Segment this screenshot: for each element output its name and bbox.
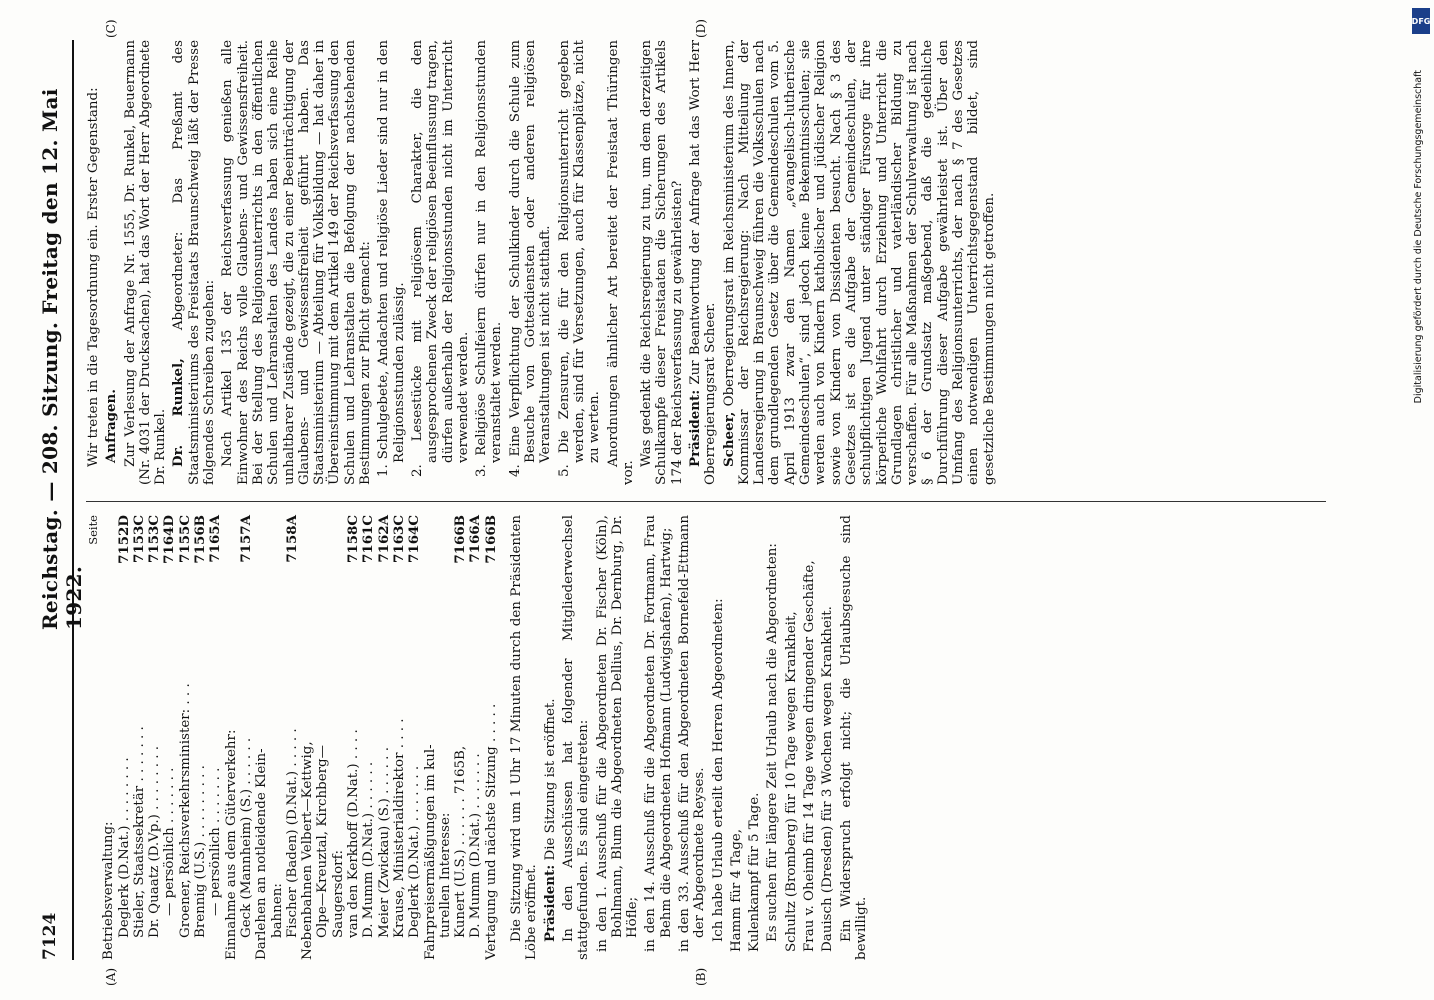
toc-label: — persönlich . . . . . . .: [162, 767, 178, 916]
toc-label: turellen Interesse:: [437, 812, 453, 938]
toc-page: 7163C: [390, 515, 407, 563]
speech-text: Oberregierungsrat im Reichsministerium des Innern, Kommissar der Reichsregierung: Nach Mitteilung der Landesregierung in Braunschweig führen die Volksschulen nach dem grundlegenden Gesetz über die Gemeindeschulen vom 5. April 1913 zwar den Namen „evangelisch-lutherische Gemeindeschulen“, sind jedoch keine Bekenntnisschulen; sie werden auch von Kindern katholischer und jüdischer Religion sowie von Kindern von Dissidenten besucht. Nach § 3 des Gesetzes ist es die Aufgabe der Gemeindeschulen, der schulpflichtigen Jugend unter ständiger Fürsorge für ihre körperliche Wohlfahrt durch Erziehung und Unterricht die Grundlagen christlicher und vaterländischer Bildung zu verschaffen. Für alle Maßnahmen der Schulverwaltung ist nach § 6 der Grundsatz maßgebend, daß die gedeihliche Durchführung dieser Aufgabe gewährleistet ist. Über den Umfang des Religionsunterrichts, der nach § 7 des Gesetzes einen notwendigen Unterrichtsgegenstand bildet, sind gesetzliche Bestimmungen nicht getroffen.: [721, 40, 997, 485]
speaker-label: Scheer,: [720, 411, 737, 467]
toc-entry: [300, 515, 315, 960]
toc-entry: [468, 515, 483, 960]
opening-statement: Die Sitzung wird um 1 Uhr 17 Minuten durch den Präsidenten Löbe eröffnet.: [509, 515, 540, 960]
runkel-intro: [171, 40, 217, 485]
toc-page: 7158C: [345, 515, 362, 563]
toc-page: 7157A: [237, 515, 254, 563]
speech-text: Das Preßamt des Staatsministeriums des Freistaats Braunschweig läßt der Presse folgendes Schreiben zugehen:: [171, 40, 218, 485]
leave-item: Kulenkampf für 5 Tage.: [747, 792, 763, 952]
toc-page: 7166B: [452, 515, 469, 564]
page-number: 7124: [40, 912, 60, 960]
toc-label: D. Mumm (D.Nat.) . . . . . .: [361, 761, 377, 938]
toc-entry: [208, 515, 223, 960]
toc-page: 7166B: [482, 515, 499, 564]
toc-label: Deglerk (D.Nat.) . . . . . . . .: [116, 757, 132, 938]
toc-label: Groener, Reichsverkehrsminister: . . .: [177, 683, 193, 938]
toc-entry: [438, 515, 453, 960]
page-header: [34, 40, 86, 960]
longer-leave-item: Schultz (Bromberg) für 10 Tage wegen Krankheit,: [783, 611, 799, 952]
toc-entry: [117, 515, 132, 960]
toc-label: Deglerk (D.Nat.) . . . . . . .: [407, 765, 423, 938]
question-text: Was gedenkt die Reichsregierung zu tun, um dem derzeitigen Schulkampfe dieser Freistaaten die Sicherungen des Artikels 174 der Reichsverfassung zu gewährleisten?: [639, 40, 685, 485]
toc-entry: [270, 515, 285, 960]
toc-label: — persönlich . . . . . . .: [208, 767, 224, 916]
toc-label: Krause, Ministerialdirektor . . . .: [391, 718, 407, 938]
leave-item: Hamm für 4 Tage,: [728, 829, 744, 952]
toc-entry: [239, 515, 254, 960]
toc-entry: [178, 515, 193, 960]
rule-item: 3. Religiöse Schulfeiern dürfen nur in den Religionsstunden veranstaltet werden.: [474, 40, 505, 477]
margin-mark-c: (C): [104, 19, 118, 38]
toc-page: 7158A: [283, 515, 300, 563]
president-statement-1: [543, 515, 558, 960]
toc-entry: [162, 515, 177, 960]
toc-label: Nebenbahnen Velbert—Kettwig,: [300, 741, 316, 960]
page-title: Reichstag. — 208. Sitzung. Freitag den 12. Mai 1922.: [38, 88, 86, 630]
toc-page: 7166A: [467, 515, 484, 563]
margin-mark-a: (A): [104, 967, 118, 986]
agenda-intro: Wir treten in die Tagesordnung ein. Erster Gegenstand:: [86, 87, 101, 467]
toc-entry: [285, 515, 300, 960]
committee-item: in den 14. Ausschuß für die Abgeordneten Dr. Fortmann, Frau Behm die Abgeordneten Hofmann (Ludwigshafen), Hartwig;: [643, 515, 674, 952]
seite-label: Seite: [86, 515, 100, 545]
toc-page: 7153C: [130, 515, 147, 563]
anfragen-text: Zur Verlesung der Anfrage Nr. 1555, Dr. Runkel, Beuermann (Nr. 4031 der Drucksachen), hat das Wort der Herr Abgeordnete Dr. Runkel.: [122, 40, 169, 485]
toc-entry: [361, 515, 376, 960]
digitization-sidebar: [1405, 0, 1433, 1000]
toc-entry: [315, 515, 330, 960]
toc-entry: [484, 515, 499, 960]
toc-entry: [453, 515, 468, 960]
quoted-letter: Nach Artikel 135 der Reichsverfassung genießen alle Einwohner des Reichs volle Glaubens- und Gewissensfreiheit. Bei der Stellung des Religionsunterrichts in den öffentlichen Schulen und Lehranstalten des Landes haben sich eine Reihe unhaltbarer Zustände gezeigt, die zu einer Beeinträchtigung der Glaubens- und Gewissensfreiheit geführt haben. Das Staatsministerium — Abteilung für Volksbildung — hat daher in Übereinstimmung mit dem Artikel 149 der Reichsverfassung den Schulen und Lehranstalten die Befolgung der nachstehenden Bestimmungen zur Pflicht gemacht:: [220, 40, 374, 485]
dfg-logo: DFG: [1412, 8, 1430, 34]
longer-leave-item: Frau v. Oheimb für 14 Tage wegen dringender Geschäfte,: [802, 560, 818, 952]
speech-text: Zur Beantwortung der Anfrage hat das Wort Herr Oberregierungsrat Scheer.: [687, 40, 719, 485]
longer-leave-intro: Es suchen für längere Zeit Urlaub nach die Abgeordneten:: [765, 543, 781, 942]
toc-label: Fischer (Baden) (D.Nat.) . . . . .: [284, 728, 300, 938]
toc-entry: [224, 515, 239, 960]
closing-statement: Ein Widerspruch erfolgt nicht; die Urlaubsgesuche sind bewilligt.: [838, 515, 869, 960]
president-statement-2: [688, 40, 719, 485]
toc-label: Fahrpreisermäßigungen im kul-: [422, 744, 438, 960]
toc-label: Vertagung und nächste Sitzung . . . . .: [483, 703, 499, 960]
toc-page: 7164D: [161, 515, 178, 564]
toc-entry: [101, 515, 116, 960]
left-column: [86, 515, 872, 960]
toc-entry: [193, 515, 208, 960]
rule-item: 5. Die Zensuren, die für den Religionsunterricht gegeben werden, sind für Versetzungen, auch für Klassenplätze, nicht zu werten.: [556, 40, 603, 477]
toc-label: Darlehen an notleidende Klein-: [254, 748, 270, 960]
toc-label: bahnen:: [269, 883, 285, 938]
toc-label: Olpe—Kreuztal, Kirchberg—: [315, 745, 331, 938]
longer-leave-item: Dauisch (Dresden) für 3 Wochen wegen Krankheit.: [820, 606, 836, 952]
toc-label: Einnahme aus dem Güterverkehr:: [223, 729, 239, 960]
longer-leave-list: [784, 515, 836, 960]
toc-entry: [132, 515, 147, 960]
toc-page: 7155C: [176, 515, 193, 563]
table-of-contents: [101, 515, 499, 960]
speech-text: Die Sitzung ist eröffnet.: [542, 698, 558, 861]
toc-page: 7161C: [360, 515, 377, 563]
after-rules: Anordnungen ähnlicher Art bereitet der Freistaat Thüringen vor.: [605, 40, 636, 485]
leave-list: [729, 515, 763, 960]
committee-intro: In den Ausschüssen hat folgender Mitgliederwechsel stattgefunden. Es sind eingetreten:: [560, 515, 592, 960]
toc-label: Betriebsverwaltung:: [101, 821, 117, 960]
toc-page: 7156B: [192, 515, 209, 564]
toc-page: 7165A: [207, 515, 224, 563]
toc-label: Kunert (U.S.) . . . . . . 7165B,: [453, 745, 469, 938]
toc-label: D. Mumm (D.Nat.) . . . . . . .: [468, 753, 484, 938]
toc-entry: [392, 515, 407, 960]
toc-label: van den Kerkhoff (D.Nat.) . . . .: [346, 729, 362, 938]
committee-list: [595, 515, 708, 960]
toc-page: 7164C: [406, 515, 423, 563]
speaker-role: Abgeordneter:: [171, 231, 187, 331]
toc-label: Geck (Mannheim) (S.) . . . . . .: [238, 737, 254, 938]
anfragen-heading: Anfragen.: [103, 389, 120, 463]
toc-entry: [254, 515, 269, 960]
toc-entry: [331, 515, 346, 960]
toc-entry: [377, 515, 392, 960]
rules-list: [376, 40, 602, 485]
speaker-label: Präsident:: [541, 864, 558, 942]
committee-item: in den 1. Ausschuß für die Abgeordneten Dr. Fischer (Köln), Bohlmann, Blum die Abgeordneten Dellius, Dr. Dernburg, Dr. Höfle;: [594, 515, 641, 952]
toc-page: 7162A: [375, 515, 392, 563]
toc-label: Meier (Zwickau) (S.) . . . . . .: [376, 747, 392, 938]
margin-mark-b: (B): [694, 967, 708, 986]
digitization-credit: Digitalisierung gefördert durch die Deutsche Forschungsgemeinschaft: [1413, 70, 1424, 404]
scheer-answer: [722, 40, 997, 485]
toc-label: Saugersdorf:: [330, 849, 346, 938]
right-column: [86, 40, 1000, 485]
committee-item: in den 33. Ausschuß für den Abgeordneten Bornefeld-Ettmann der Abgeordnete Reyses.: [676, 515, 708, 952]
toc-entry: [407, 515, 422, 960]
leave-intro: Ich habe Urlaub erteilt den Herren Abgeordneten:: [710, 598, 726, 942]
toc-entry: [423, 515, 438, 960]
toc-entry: [147, 515, 162, 960]
margin-mark-d: (D): [694, 19, 708, 38]
speaker-label: Präsident:: [686, 389, 703, 467]
toc-entry: [346, 515, 361, 960]
toc-label: Stieler, Staatssekretär . . . . . . .: [131, 726, 147, 938]
rule-item: 4. Eine Verpflichtung der Schulkinder durch die Schule zum Besuche von Gottesdiensten oder anderen religiösen Veranstaltungen ist nicht statthaft.: [507, 40, 554, 477]
toc-page: 7152D: [115, 515, 132, 564]
rule-item: 1. Schulgebete, Andachten und religiöse Lieder sind nur in den Religionsstunden zulässig.: [376, 40, 407, 477]
toc-label: Brennig (U.S.) . . . . . . . . .: [193, 765, 209, 938]
column-divider: [86, 501, 1326, 502]
rule-item: 2. Lesestücke mit religiösem Charakter, die den ausgesprochenen Zweck der religiösen Beeinflussung tragen, dürfen außerhalb der Religionsstunden nicht im Unterricht verwendet werden.: [409, 40, 471, 477]
toc-page: 7153C: [146, 515, 163, 563]
toc-label: Dr. Quaatz (D.Vp.) . . . . . . . .: [147, 745, 163, 938]
speaker-label: Dr. Runkel,: [170, 358, 187, 467]
